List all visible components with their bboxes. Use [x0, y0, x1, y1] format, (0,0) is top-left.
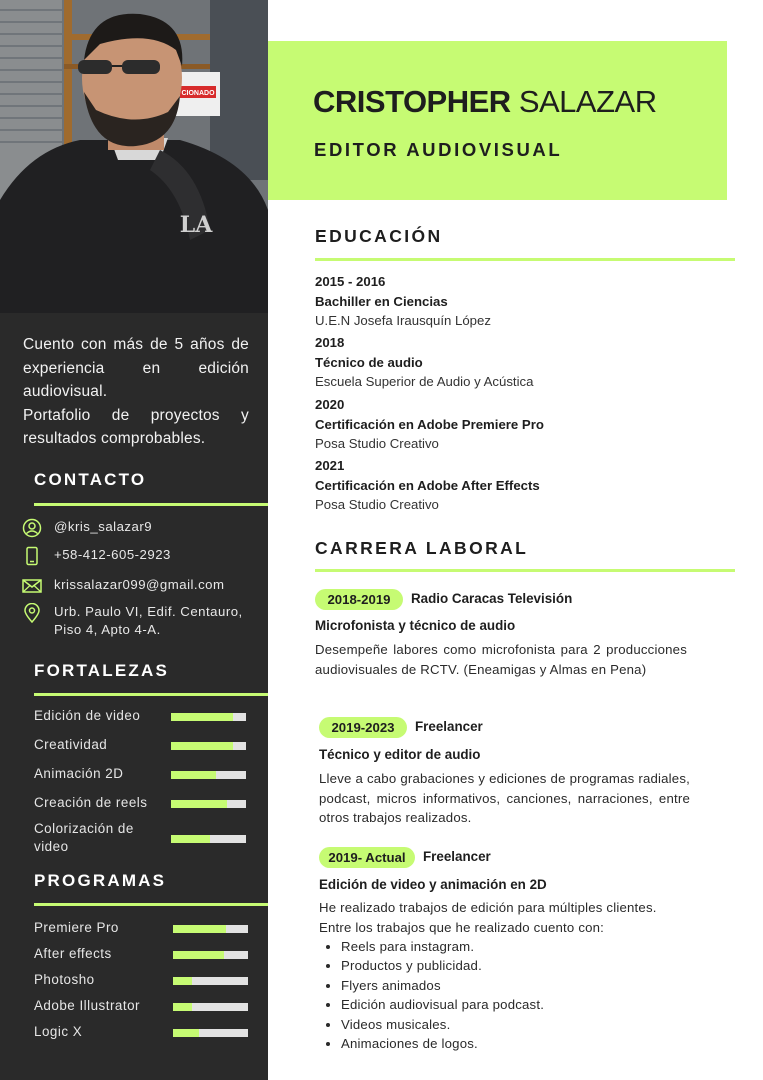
list-item: • Animaciones de logos. [341, 1034, 691, 1053]
phone-icon [22, 546, 42, 566]
list-item: • Productos y publicidad. [341, 956, 691, 975]
bar-fill [173, 1003, 192, 1011]
strength-row [34, 820, 246, 858]
full-name [313, 84, 657, 120]
bar-fill [173, 977, 192, 985]
list-item: • Reels para instagram. [341, 937, 691, 956]
first-name: CRISTOPHER [313, 84, 511, 119]
header-box [268, 41, 727, 200]
career-heading: CARRERA LABORAL [315, 538, 529, 558]
location-pin-icon [22, 603, 42, 623]
program-bar [173, 1003, 248, 1011]
contact-phone[interactable] [22, 546, 171, 566]
strength-bar [171, 713, 246, 721]
contact-text: @kris_salazar9 [54, 519, 153, 534]
divider [315, 569, 735, 572]
education-item [315, 333, 533, 392]
profile-summary [23, 333, 249, 451]
program-label: After effects [34, 946, 112, 961]
job-description-text: He realizado trabajos de edición para múltiples clientes. Entre los trabajos que he realizado cuento con: [319, 900, 657, 935]
contact-text: Urb. Paulo VI, Edif. Centauro, Piso 4, Apto 4-A. [54, 604, 243, 637]
education-institution: U.E.N Josefa Irausquín López [315, 313, 491, 328]
program-bar [173, 925, 248, 933]
program-row [34, 919, 246, 939]
sidebar [0, 0, 268, 1080]
contact-address[interactable] [22, 603, 262, 639]
program-bar [173, 977, 248, 985]
programs-heading: PROGRAMAS [34, 871, 167, 890]
education-item [315, 456, 540, 515]
education-year: 2020 [315, 397, 345, 412]
job-bullet-list [319, 937, 691, 1053]
job-description: Lleve a cabo grabaciones y ediciones de programas radiales, podcast, micros informativos, canciones, narraciones, entre otros trabajos realizados. [319, 771, 690, 825]
strength-bar [171, 800, 246, 808]
strength-bar [171, 835, 246, 843]
bar-fill [171, 713, 233, 721]
summary-line: Cuento con más de 5 años de experiencia en edición audiovisual. [23, 336, 249, 400]
strength-label: Creación de reels [34, 795, 148, 810]
shirt-logo: LA [179, 212, 213, 238]
job-description: Desempeñe labores como microfonista para 2 producciones audiovisuales de RCTV. (Eneamigas y Almas en Pena) [315, 642, 687, 677]
education-institution: Escuela Superior de Audio y Acústica [315, 374, 534, 389]
bar-fill [171, 771, 216, 779]
bar-fill [173, 951, 224, 959]
job-company: Freelancer [415, 719, 483, 734]
contact-text: krissalazar099@gmail.com [54, 577, 225, 592]
strength-label: Edición de video [34, 708, 141, 723]
education-heading: EDUCACIÓN [315, 226, 443, 246]
education-item [315, 272, 491, 331]
divider [315, 258, 735, 261]
program-label: Photosho [34, 972, 95, 987]
job-role: EDITOR AUDIOVISUAL [314, 139, 563, 160]
sign-text: CIONADO [181, 90, 215, 97]
job-period-badge: 2019- Actual [319, 847, 415, 868]
contact-email[interactable] [22, 576, 225, 596]
job-title: Edición de video y animación en 2D [319, 877, 547, 892]
divider [34, 693, 268, 696]
strength-label: Animación 2D [34, 766, 124, 781]
program-row [34, 971, 246, 991]
bar-fill [171, 800, 227, 808]
strength-row [34, 736, 246, 756]
program-row [34, 945, 246, 965]
strength-bar [171, 742, 246, 750]
list-item: • Edición audiovisual para podcast. [341, 995, 691, 1014]
contact-text: +58-412-605-2923 [54, 547, 171, 562]
bar-fill [173, 1029, 199, 1037]
education-title: Técnico de audio [315, 354, 423, 370]
program-row [34, 997, 246, 1017]
program-label: Adobe Illustrator [34, 998, 141, 1013]
education-year: 2015 - 2016 [315, 274, 386, 289]
contact-heading: CONTACTO [34, 470, 147, 489]
education-year: 2018 [315, 335, 345, 350]
strength-label: Colorización de video [34, 821, 134, 854]
program-label: Premiere Pro [34, 920, 119, 935]
job-title: Técnico y editor de audio [319, 747, 481, 762]
job-description [319, 898, 691, 1053]
divider [34, 503, 268, 506]
list-item: • Flyers animados [341, 976, 691, 995]
program-row [34, 1023, 246, 1043]
education-title: Certificación en Adobe Premiere Pro [315, 416, 544, 432]
strength-row [34, 765, 246, 785]
job-period-badge: 2018-2019 [315, 589, 403, 610]
bar-fill [173, 925, 226, 933]
program-label: Logic X [34, 1024, 83, 1039]
job-company: Freelancer [423, 849, 491, 864]
job-title: Microfonista y técnico de audio [315, 618, 516, 633]
program-bar [173, 1029, 248, 1037]
strength-row [34, 707, 246, 727]
list-item: • Videos musicales. [341, 1015, 691, 1034]
job-period-badge: 2019-2023 [319, 717, 407, 738]
bar-fill [171, 742, 233, 750]
divider [34, 903, 268, 906]
contact-user[interactable] [22, 518, 152, 538]
strength-bar [171, 771, 246, 779]
education-year: 2021 [315, 458, 345, 473]
strengths-heading: FORTALEZAS [34, 661, 170, 680]
education-title: Certificación en Adobe After Effects [315, 477, 540, 493]
education-item [315, 395, 544, 454]
education-institution: Posa Studio Creativo [315, 497, 439, 512]
profile-photo [0, 0, 268, 313]
mail-icon [22, 576, 42, 596]
last-name: SALAZAR [518, 84, 657, 119]
user-icon [22, 518, 42, 538]
education-title: Bachiller en Ciencias [315, 293, 448, 309]
strength-row [34, 794, 246, 814]
strength-label: Creatividad [34, 737, 108, 752]
summary-line: Portafolio de proyectos y resultados comprobables. [23, 406, 249, 447]
job-company: Radio Caracas Televisión [411, 591, 573, 606]
bar-fill [171, 835, 210, 843]
program-bar [173, 951, 248, 959]
education-institution: Posa Studio Creativo [315, 436, 439, 451]
